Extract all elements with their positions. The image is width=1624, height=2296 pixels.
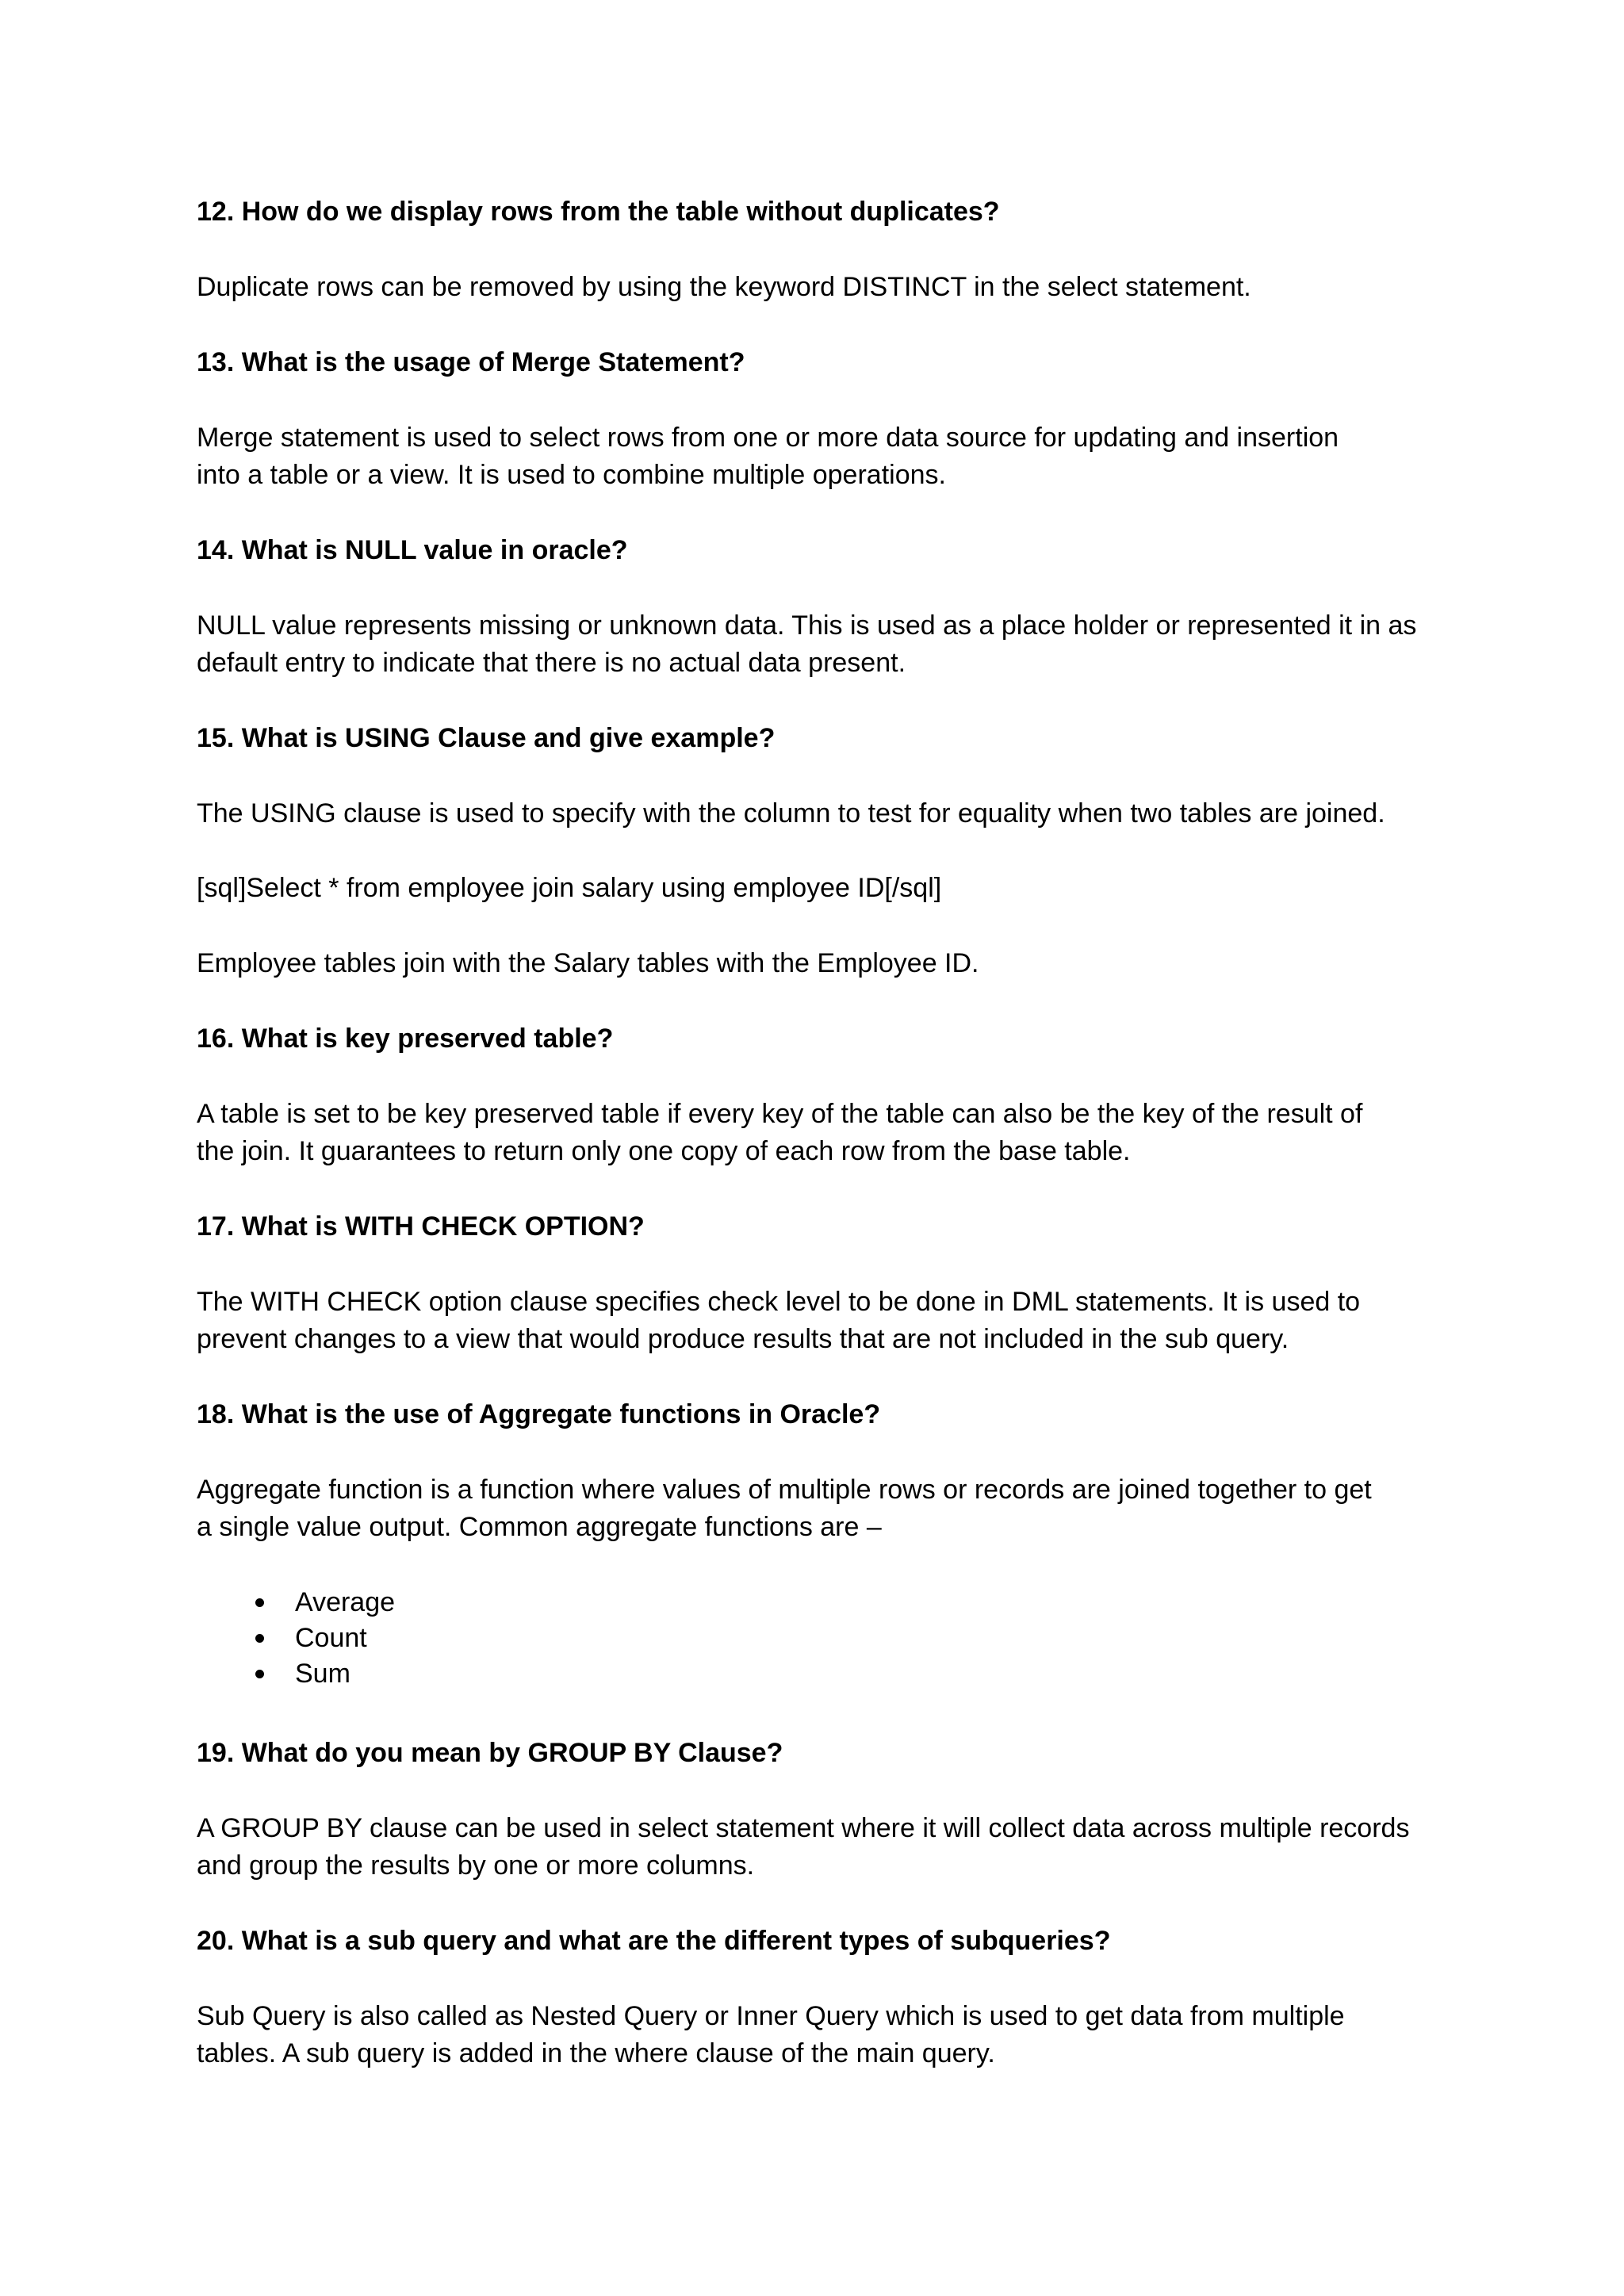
answer-line: The USING clause is used to specify with the column to test for equality when two tables are joined. [197,798,1385,828]
answer-line: tables. A sub query is added in the where clause of the main query. [197,2038,995,2068]
question-20: 20. What is a sub query and what are the different types of subqueries? [197,1926,1111,1956]
list-item [197,1620,831,1655]
sql-example [197,870,1465,907]
question-12: 12. How do we display rows from the table without duplicates? [197,197,1000,227]
answer-line: A table is set to be key preserved table if every key of the table can also be the key of the result of [197,1099,1363,1129]
note-line: Employee tables join with the Salary tables with the Employee ID. [197,948,979,978]
answer-line: and group the results by one or more columns. [197,1850,755,1881]
list-item-label: Average [295,1587,396,1617]
answer-16 [197,1096,1465,1170]
list-item-label: Count [295,1623,367,1653]
list-item-label: Sum [295,1659,350,1689]
answer-line: Sub Query is also called as Nested Query or Inner Query which is used to get data from multiple [197,2001,1345,2031]
aggregate-functions-list [197,1584,831,1691]
question-18: 18. What is the use of Aggregate functions in Oracle? [197,1399,881,1429]
answer-line: a single value output. Common aggregate functions are – [197,1512,882,1542]
answer-line: prevent changes to a view that would produce results that are not included in the sub query. [197,1324,1289,1354]
question-16: 16. What is key preserved table? [197,1024,614,1054]
question-19: 19. What do you mean by GROUP BY Clause? [197,1738,783,1768]
answer-line: NULL value represents missing or unknown data. This is used as a place holder or represented it in as [197,610,1417,641]
question-15: 15. What is USING Clause and give example? [197,723,776,753]
answer-12 [197,269,1465,306]
bullet-icon [255,1670,264,1678]
example-note [197,945,1465,982]
bullet-icon [255,1598,264,1607]
answer-line: into a table or a view. It is used to combine multiple operations. [197,460,946,490]
answer-17 [197,1284,1465,1358]
answer-13 [197,419,1465,494]
question-14: 14. What is NULL value in oracle? [197,535,628,565]
answer-line: default entry to indicate that there is no actual data present. [197,648,906,678]
answer-14 [197,607,1465,682]
answer-19 [197,1810,1465,1885]
question-17: 17. What is WITH CHECK OPTION? [197,1211,645,1242]
answer-line: Duplicate rows can be removed by using the keyword DISTINCT in the select statement. [197,272,1251,302]
question-13: 13. What is the usage of Merge Statement? [197,347,745,377]
answer-line: the join. It guarantees to return only one copy of each row from the base table. [197,1136,1131,1166]
example-line: [sql]Select * from employee join salary using employee ID[/sql] [197,873,942,903]
answer-20 [197,1998,1465,2072]
answer-line: The WITH CHECK option clause specifies check level to be done in DML statements. It is used to [197,1287,1361,1317]
list-item [197,1655,831,1691]
answer-18 [197,1471,1465,1546]
bullet-icon [255,1634,264,1643]
answer-line: A GROUP BY clause can be used in select statement where it will collect data across multiple records [197,1813,1410,1843]
answer-15 [197,795,1465,832]
answer-line: Aggregate function is a function where values of multiple rows or records are joined together to get [197,1475,1372,1505]
answer-line: Merge statement is used to select rows from one or more data source for updating and insertion [197,423,1339,453]
list-item [197,1584,831,1620]
